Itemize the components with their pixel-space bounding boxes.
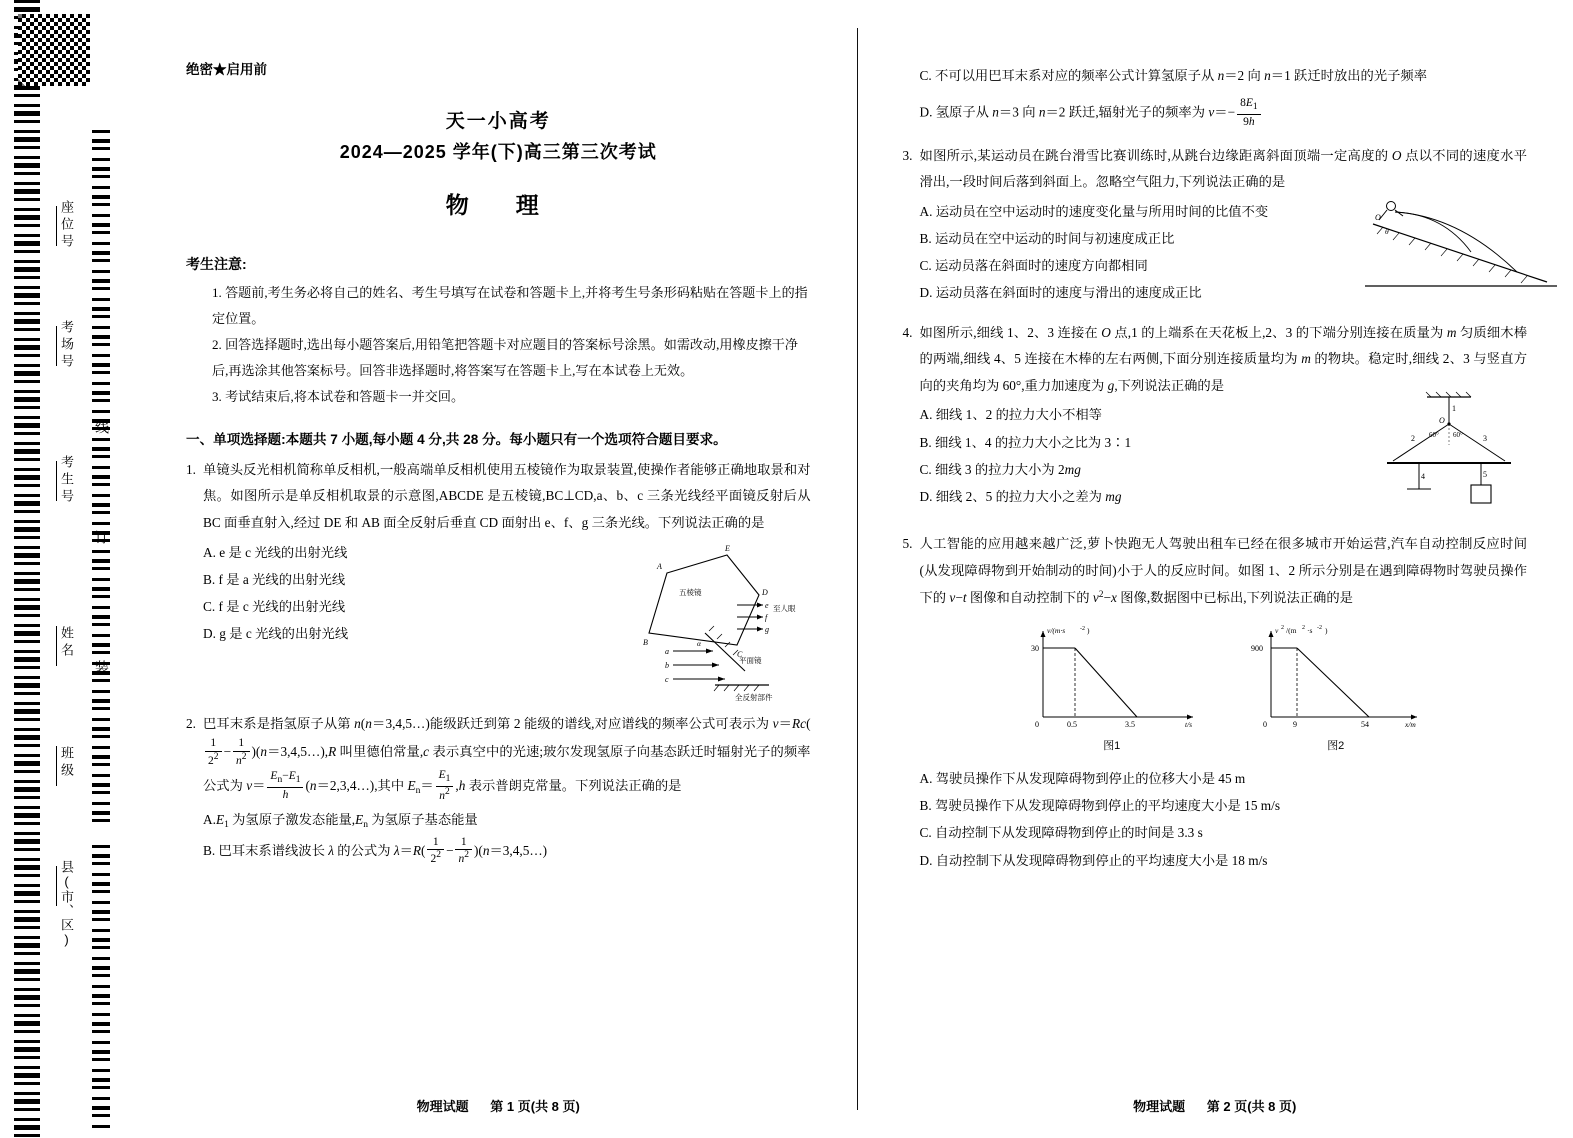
svg-text:0.5: 0.5 bbox=[1066, 720, 1077, 730]
svg-text:2: 2 bbox=[1301, 625, 1305, 632]
svg-text:v: v bbox=[1274, 626, 1279, 636]
svg-text:0: 0 bbox=[1034, 720, 1039, 730]
chart-1-wrapper bbox=[1017, 621, 1207, 757]
question-3-stem: 如图所示,某运动员在跳台滑雪比赛训练时,从跳台边缘距离斜面顶端一定高度的 O 点以不同的速度水平滑出,一段时间后落到斜面上。忽略空气阻力,下列说法正确的是 bbox=[919, 147, 1527, 190]
qr-code bbox=[18, 14, 90, 86]
svg-text:9: 9 bbox=[1292, 720, 1297, 730]
question-3-option-d: D. 运动员落在斜面时的速度与滑出的速度成正比 bbox=[919, 285, 1202, 301]
question-2-stem: 巴耳末系是指氢原子从第 n(n＝3,4,5…)能级跃迁到第 2 能级的谱线,对应谱线的频率公式可表示为 ν＝Rc( $\frac{1}{2^2}$ − $\frac{1}{n^2}$ )(n＝3,4,5…),R 叫里德伯常量,c 表示真空中的光速;玻尔发现氢原子向基态跃迁时辐射光子的频率公式为 ν＝ $\frac{E_n-E_1}{h}$ (n＝2,3,4…),其中 $E_n=$ $\frac{E_1}{n^2}$ ,h 表示普朗克常量。下列说法正确的是 bbox=[203, 715, 811, 802]
svg-text:f: f bbox=[764, 612, 767, 622]
question-3-option-b: B. 运动员在空中运动的时间与初速度成正比 bbox=[919, 230, 1175, 246]
seal-word-line: 线 bbox=[94, 420, 110, 436]
question-2-option-a: $A.E_1$ 为氢原子激发态能量$,E_n$ 为氢原子基态能量 bbox=[203, 812, 478, 831]
notice-item: 2. 回答选择题时,选出每小题答案后,用铅笔把答题卡对应题目的答案标号涂黑。如需改动,用橡皮擦干净后,再选涂其他答案标号。回答非选择题时,将答案写在答题卡上,写在本试卷上无效。 bbox=[212, 337, 798, 378]
chart-2-wrapper bbox=[1241, 621, 1431, 757]
svg-text:O: O bbox=[1375, 212, 1381, 222]
svg-text:c: c bbox=[664, 674, 669, 684]
barcode-inner-lower bbox=[92, 845, 110, 1130]
question-2-option-d: D. 氢原子从 n＝3 向 n＝2 跃迁,辐射光子的频率为 ν＝− $\frac{8E_1}{9h}$ bbox=[903, 97, 1528, 130]
paper-body bbox=[140, 0, 1573, 1138]
question-5-number: 5. bbox=[902, 536, 913, 552]
svg-text:): ) bbox=[1086, 626, 1090, 636]
question-5-option-b: B. 驾驶员操作下从发现障碍物到停止的平均速度大小是 15 m/s bbox=[919, 798, 1281, 814]
svg-text:-2: -2 bbox=[1079, 626, 1085, 633]
question-5-option-a: A. 驾驶员操作下从发现障碍物到停止的位移大小是 45 m bbox=[919, 770, 1246, 786]
question-3-number: 3. bbox=[902, 147, 913, 163]
question-2 bbox=[186, 711, 811, 805]
field-exam-room: 考场号 bbox=[46, 320, 76, 371]
svg-text:b: b bbox=[664, 660, 669, 670]
left-barcode-strip bbox=[0, 0, 140, 1138]
footer-label: 物理试题 bbox=[416, 1099, 469, 1114]
question-1-option-a: A. e 是 c 光线的出射光线 bbox=[203, 544, 348, 560]
question-3-option-a: A. 运动员在空中运动时的速度变化量与所用时间的比值不变 bbox=[919, 203, 1269, 219]
seal-word-bind: 订 bbox=[94, 530, 110, 546]
field-county: 县(市、区) bbox=[46, 860, 76, 948]
svg-text:60°: 60° bbox=[1453, 431, 1463, 440]
svg-text:60°: 60° bbox=[1429, 431, 1439, 440]
question-4-figure bbox=[1349, 389, 1549, 517]
footer-page-number: 第 2 页(共 8 页) bbox=[1206, 1099, 1297, 1114]
field-name: 姓名 bbox=[46, 620, 76, 666]
chart-2-caption: 图2 bbox=[1327, 739, 1345, 752]
question-5-option-d: D. 自动控制下从发现障碍物到停止的平均速度大小是 18 m/s bbox=[919, 852, 1268, 868]
footer-page-number: 第 1 页(共 8 页) bbox=[490, 1099, 580, 1114]
svg-text:O: O bbox=[1439, 416, 1445, 426]
notice-heading: 考生注意: bbox=[186, 255, 247, 272]
question-5-stem: 人工智能的应用越来越广泛,萝卜快跑无人驾驶出租车已经在很多城市开始运营,汽车自动控制反应时间(从发现障碍物到开始制动的时间)小于人的反应时间。如图 1、2 所示分别是在遇到障碍物时驾驶员操作下的 v−t 图像和自动控制下的 $v^2-x$ 图像,数据图中已标出,下列说法正确的是 bbox=[919, 536, 1527, 605]
question-4-option-d: D. 细线 2、5 的拉力大小之差为 mg bbox=[919, 489, 1122, 505]
question-2-option-b: B. 巴耳末系谱线波长 λ 的公式为 λ＝R( $\frac{1}{2^2}$ − $\frac{1}{n^2}$ )(n＝3,4,5…) bbox=[203, 835, 548, 866]
question-4-stem: 如图所示,细线 1、2、3 连接在 O 点,1 的上端系在天花板上,2、3 的下端分别连接在质量为 m 匀质细木棒的两端,细线 4、5 连接在木棒的左右两侧,下面分别连接质量均为 m 的物块。稳定时,细线 2、3 与竖直方向的夹角均为 60°,重力加速度为 g,下列说法正确的是 bbox=[919, 324, 1528, 393]
svg-text:2: 2 bbox=[1411, 434, 1415, 444]
svg-text:a: a bbox=[664, 646, 669, 656]
question-3-figure bbox=[1351, 190, 1561, 306]
svg-text:v/(m·s: v/(m·s bbox=[1046, 626, 1065, 636]
question-1-option-b: B. f 是 a 光线的出射光线 bbox=[203, 571, 346, 587]
svg-text:900: 900 bbox=[1250, 644, 1263, 654]
notice-list bbox=[186, 280, 811, 410]
exam-title: 天一小高考 bbox=[445, 111, 551, 132]
svg-text:A: A bbox=[656, 561, 662, 571]
barcode-inner-upper bbox=[92, 130, 110, 830]
page-2-column bbox=[857, 0, 1573, 1138]
page-1-footer bbox=[140, 1094, 857, 1120]
svg-text:t/s: t/s bbox=[1184, 720, 1192, 730]
field-student-number: 考生号 bbox=[46, 455, 76, 506]
question-1 bbox=[186, 457, 811, 537]
svg-text:4: 4 bbox=[1421, 472, 1425, 482]
svg-text:θ: θ bbox=[1385, 226, 1389, 236]
svg-text:e: e bbox=[764, 600, 769, 610]
page-2-footer bbox=[857, 1094, 1573, 1120]
svg-text:D: D bbox=[761, 587, 768, 597]
section-1-heading: 一、单项选择题:本题共 7 小题,每小题 4 分,共 28 分。每小题只有一个选项符合题目要求。 bbox=[186, 431, 727, 447]
question-5 bbox=[903, 531, 1528, 611]
svg-text:3: 3 bbox=[1483, 434, 1487, 444]
svg-text:x/m: x/m bbox=[1404, 720, 1416, 730]
subject-title: 物 理 bbox=[445, 191, 551, 218]
svg-text:E: E bbox=[724, 543, 730, 553]
svg-text:全反射部件: 全反射部件 bbox=[734, 692, 772, 702]
svg-text:3.5: 3.5 bbox=[1124, 720, 1135, 730]
svg-text:): ) bbox=[1324, 626, 1328, 636]
svg-text:C: C bbox=[736, 649, 742, 659]
svg-text:/(m: /(m bbox=[1285, 626, 1297, 636]
svg-text:·s: ·s bbox=[1306, 626, 1313, 636]
question-4 bbox=[903, 320, 1528, 400]
field-seat-number: 座位号 bbox=[46, 200, 76, 251]
svg-text:五棱镜: 五棱镜 bbox=[678, 587, 701, 597]
svg-text:1: 1 bbox=[1452, 404, 1456, 414]
svg-text:B: B bbox=[642, 637, 648, 647]
question-4-number: 4. bbox=[902, 324, 913, 340]
svg-text:α: α bbox=[696, 638, 701, 648]
question-2-option-c: C. 不可以用巴耳末系对应的频率公式计算氢原子从 n＝2 向 n＝1 跃迁时放出的光子频率 bbox=[919, 68, 1428, 83]
exam-subtitle: 2024—2025 学年(下)高三第三次考试 bbox=[339, 142, 657, 163]
svg-text:5: 5 bbox=[1483, 470, 1487, 480]
secret-notice: 绝密★启用前 bbox=[186, 62, 267, 77]
question-4-option-c: C. 细线 3 的拉力大小为 2mg bbox=[919, 461, 1081, 477]
question-1-option-c: C. f 是 c 光线的出射光线 bbox=[203, 599, 346, 615]
footer-label: 物理试题 bbox=[1133, 1099, 1186, 1114]
field-class: 班级 bbox=[46, 740, 76, 786]
question-1-stem: 单镜头反光相机简称单反相机,一般高端单反相机使用五棱镜作为取景装置,使操作者能够正确地取景和对焦。如图所示是单反相机取景的示意图,ABCDE 是五棱镜,BC⊥CD,a、b、c 三条光线经平面镜反射后从 BC 面垂直射入,经过 DE 和 AB 面全反射后垂直 CD 面射出 e、f、g 三条光线。下列说法正确的是 bbox=[203, 461, 811, 531]
question-5-charts bbox=[921, 621, 1528, 757]
svg-text:0: 0 bbox=[1262, 720, 1267, 730]
notice-item: 1. 答题前,考生务必将自己的姓名、考生号填写在试卷和答题卡上,并将考生号条形码粘贴在答题卡上的指定位置。 bbox=[212, 284, 808, 326]
barcode-left bbox=[14, 0, 40, 1138]
question-2-number: 2. bbox=[186, 715, 196, 731]
page-1-column bbox=[140, 0, 857, 1138]
svg-text:平面镜: 平面镜 bbox=[738, 655, 761, 665]
svg-text:g: g bbox=[764, 624, 769, 634]
svg-text:2: 2 bbox=[1280, 625, 1284, 632]
chart-1-caption: 图1 bbox=[1103, 739, 1121, 752]
question-1-option-d: D. g 是 c 光线的出射光线 bbox=[203, 626, 349, 642]
question-1-number: 1. bbox=[186, 461, 196, 477]
notice-item: 3. 考试结束后,将本试卷和答题卡一并交回。 bbox=[212, 389, 465, 405]
question-4-option-b: B. 细线 1、4 的拉力大小之比为 3∶1 bbox=[919, 434, 1132, 450]
svg-text:至人眼: 至人眼 bbox=[772, 603, 795, 613]
question-5-option-c: C. 自动控制下从发现障碍物到停止的时间是 3.3 s bbox=[919, 825, 1203, 841]
seal-word-pack: 装 bbox=[94, 660, 110, 676]
svg-text:-2: -2 bbox=[1316, 625, 1322, 632]
svg-text:54: 54 bbox=[1360, 720, 1369, 730]
question-3 bbox=[903, 143, 1528, 196]
svg-text:30: 30 bbox=[1030, 644, 1039, 654]
question-4-option-a: A. 细线 1、2 的拉力大小不相等 bbox=[919, 407, 1102, 423]
question-1-figure bbox=[587, 533, 817, 708]
question-3-option-c: C. 运动员落在斜面时的速度方向都相同 bbox=[919, 258, 1148, 274]
